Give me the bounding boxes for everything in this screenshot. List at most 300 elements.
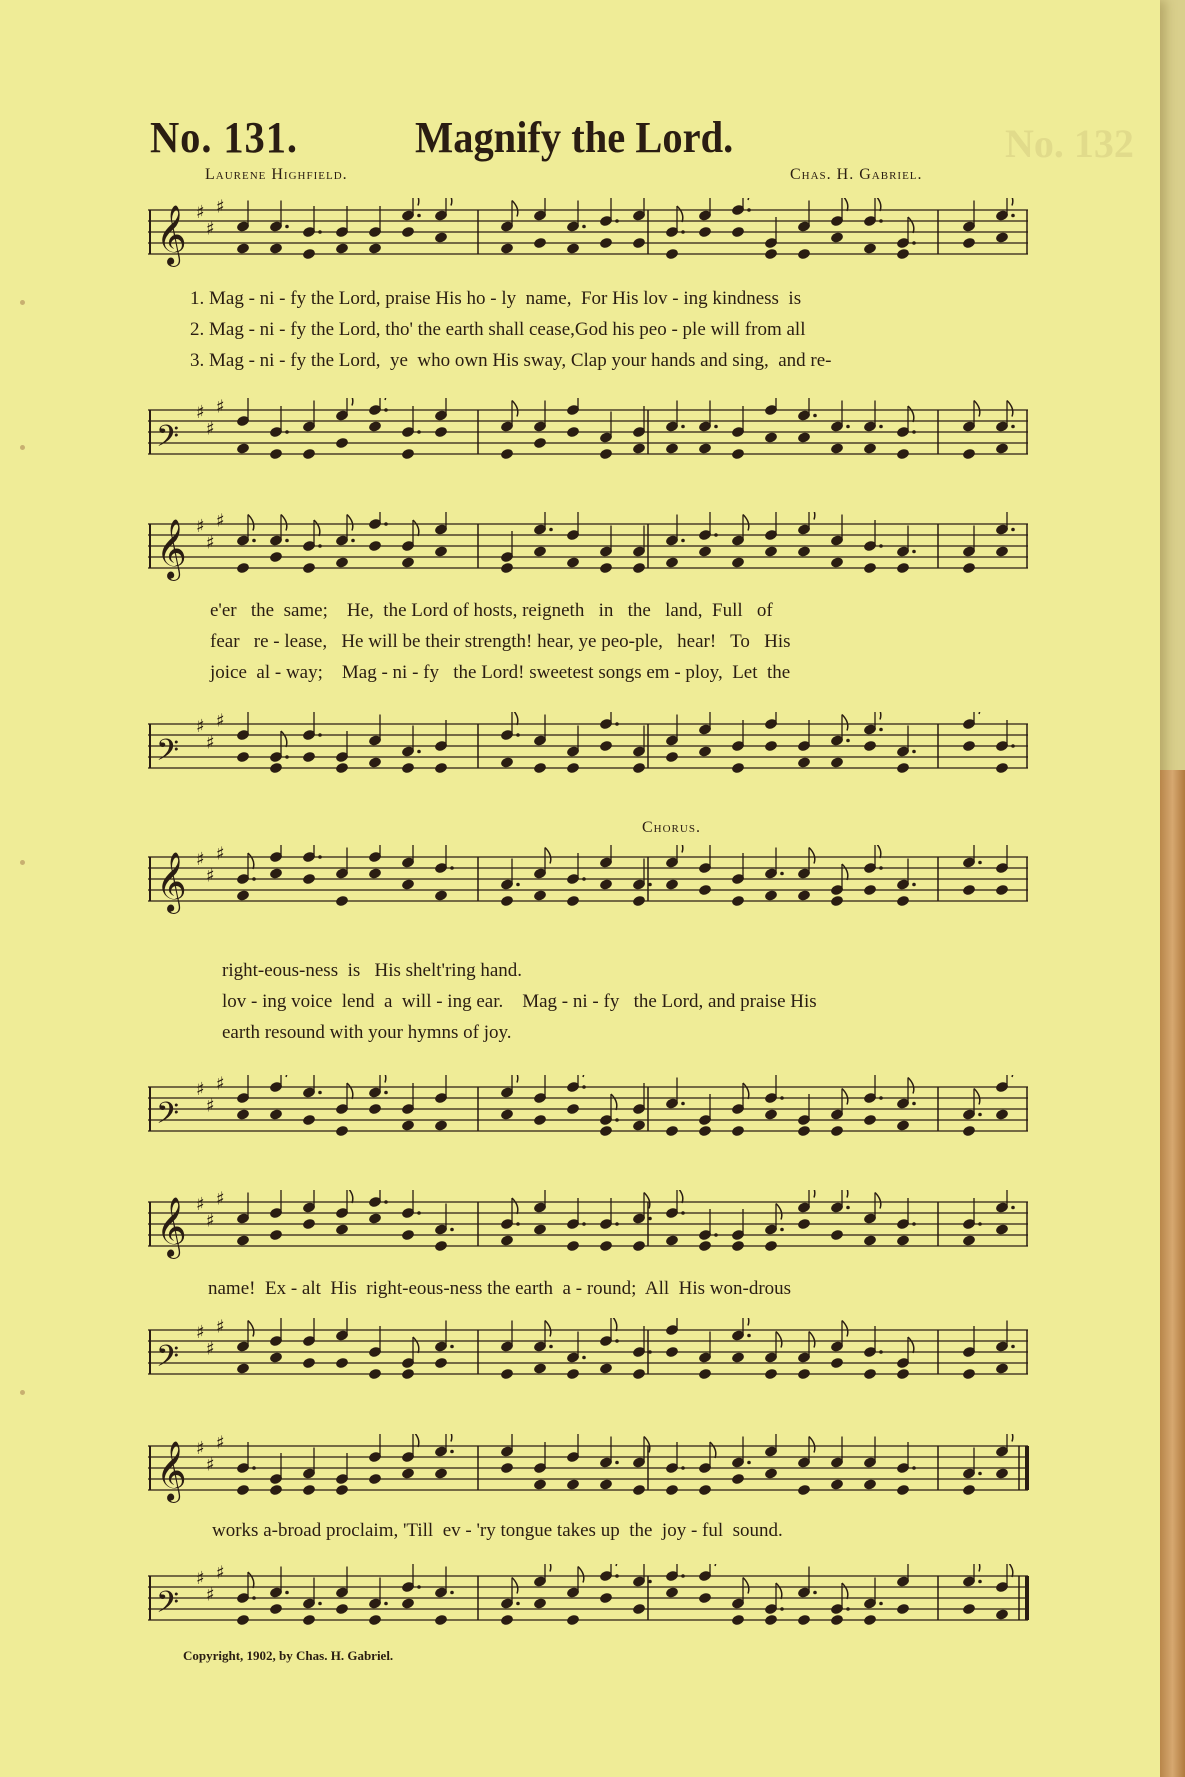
next-page-edge xyxy=(1160,770,1185,1777)
note-head xyxy=(434,545,448,558)
paper-speck xyxy=(20,1390,25,1395)
lyric-line: e'er the same; He, the Lord of hosts, reigneth in the land, Full of xyxy=(210,600,773,621)
dot-mark xyxy=(648,1217,652,1221)
note-head xyxy=(500,562,514,575)
note-head xyxy=(863,242,877,255)
dot-mark xyxy=(813,414,817,418)
dot-mark xyxy=(912,430,916,434)
note-head xyxy=(896,1368,910,1381)
dot-mark xyxy=(318,230,322,234)
sharp-icon: ♯ xyxy=(216,1318,225,1338)
note-head xyxy=(764,1614,778,1627)
note-head xyxy=(401,878,415,891)
note-flag xyxy=(248,853,254,869)
note-head xyxy=(500,1234,514,1247)
dot-mark xyxy=(681,1102,685,1106)
note-flag xyxy=(347,515,353,531)
note-head xyxy=(731,1614,745,1627)
note-head xyxy=(665,1586,679,1599)
note-head xyxy=(302,1357,316,1370)
note-head xyxy=(599,1592,613,1605)
note-head xyxy=(434,889,448,902)
note-flag xyxy=(809,1332,815,1348)
note-head xyxy=(995,231,1009,244)
note-head xyxy=(566,895,580,908)
note-head xyxy=(896,1484,910,1497)
note-flag xyxy=(842,1583,848,1599)
dot-mark xyxy=(252,1596,256,1600)
note-head xyxy=(335,762,349,775)
note-flag xyxy=(1007,1564,1013,1577)
note-head xyxy=(533,1478,547,1491)
note-head xyxy=(830,1125,844,1138)
note-flag xyxy=(314,520,320,536)
note-head xyxy=(434,1614,448,1627)
note-flag xyxy=(743,1578,749,1594)
sharp-icon: ♯ xyxy=(216,398,225,418)
note-head xyxy=(698,545,712,558)
sharp-icon: ♯ xyxy=(206,1095,215,1117)
note-head xyxy=(764,248,778,261)
note-head xyxy=(830,556,844,569)
note-head xyxy=(632,895,646,908)
treble-clef-icon: 𝄞 xyxy=(156,1197,187,1257)
note-head xyxy=(269,867,283,880)
bass-clef-icon: 𝄢 xyxy=(156,1340,180,1381)
sharp-icon: ♯ xyxy=(196,1568,205,1589)
note-head xyxy=(335,895,349,908)
note-head xyxy=(599,1362,613,1375)
note-head xyxy=(896,895,910,908)
sharp-icon: ♯ xyxy=(206,1584,215,1606)
note-flag xyxy=(512,1198,518,1214)
dot-mark xyxy=(549,1345,553,1349)
lyric-line: fear re - lease, He will be their strength! hear, ye peo-ple, hear! To His xyxy=(210,631,791,652)
note-flag xyxy=(842,864,848,880)
sharp-icon: ♯ xyxy=(196,402,205,423)
note-head xyxy=(236,1614,250,1627)
note-head xyxy=(665,1346,679,1359)
note-flag xyxy=(677,845,683,853)
note-head xyxy=(896,762,910,775)
note-head xyxy=(863,1478,877,1491)
note-head xyxy=(302,1114,316,1127)
note-flag xyxy=(1007,198,1013,206)
bleed-through-text: No. 132 xyxy=(1005,121,1134,166)
dot-mark xyxy=(879,866,883,870)
paper-speck xyxy=(20,860,25,865)
note-flag xyxy=(677,1190,683,1203)
note-head xyxy=(566,762,580,775)
note-head xyxy=(236,1108,250,1121)
note-flag xyxy=(1007,1434,1013,1442)
note-head xyxy=(401,448,415,461)
note-head xyxy=(995,1223,1009,1236)
note-flag xyxy=(875,845,881,858)
note-head xyxy=(302,873,316,886)
dot-mark xyxy=(615,722,619,726)
note-flag xyxy=(248,1321,254,1337)
dot-mark xyxy=(615,1339,619,1343)
dot-mark xyxy=(549,528,553,532)
note-head xyxy=(566,1614,580,1627)
lyric-line: earth resound with your hymns of joy. xyxy=(222,1022,512,1043)
note-flag xyxy=(974,1564,980,1572)
sharp-icon: ♯ xyxy=(196,202,205,223)
note-flag xyxy=(380,1075,386,1083)
dot-mark xyxy=(978,861,982,865)
note-head xyxy=(962,1234,976,1247)
note-flag xyxy=(743,515,749,531)
sharp-icon: ♯ xyxy=(196,1438,205,1459)
note-head xyxy=(269,1484,283,1497)
dot-mark xyxy=(879,1096,883,1100)
note-head xyxy=(302,751,316,764)
note-head xyxy=(368,756,382,769)
note-flag xyxy=(545,1564,551,1572)
dot-mark xyxy=(384,1200,388,1204)
note-flag xyxy=(842,1089,848,1105)
dot-mark xyxy=(615,1118,619,1122)
hymn-number: No. 131. xyxy=(150,113,298,162)
note-head xyxy=(368,420,382,433)
note-head xyxy=(731,762,745,775)
note-head xyxy=(830,1357,844,1370)
note-head xyxy=(698,745,712,758)
note-head xyxy=(863,1368,877,1381)
note-head xyxy=(665,442,679,455)
note-head xyxy=(962,1125,976,1138)
note-head xyxy=(500,448,514,461)
note-head xyxy=(764,545,778,558)
note-head xyxy=(269,1229,283,1242)
note-head xyxy=(434,1357,448,1370)
note-head xyxy=(698,1592,712,1605)
note-head xyxy=(764,889,778,902)
note-head xyxy=(995,1362,1009,1375)
note-head xyxy=(797,431,811,444)
note-flag xyxy=(611,1318,617,1331)
dot-mark xyxy=(912,1466,916,1470)
dot-mark xyxy=(417,1585,421,1589)
note-head xyxy=(995,762,1009,775)
dot-mark xyxy=(384,522,388,526)
dot-mark xyxy=(417,1211,421,1215)
dot-mark xyxy=(879,219,883,223)
dot-mark xyxy=(780,1228,784,1232)
note-head xyxy=(764,740,778,753)
dot-mark xyxy=(912,750,916,754)
dot-mark xyxy=(384,1602,388,1606)
note-head xyxy=(434,762,448,775)
lyric-line: right-eous-ness is His shelt'ring hand. xyxy=(222,960,523,981)
dot-mark xyxy=(285,755,289,759)
note-flag xyxy=(974,712,980,714)
note-head xyxy=(731,556,745,569)
treble-clef-icon: 𝄞 xyxy=(156,1441,187,1501)
dot-mark xyxy=(780,1096,784,1100)
note-head xyxy=(962,1368,976,1381)
note-head xyxy=(533,237,547,250)
dot-mark xyxy=(879,544,883,548)
note-head xyxy=(599,448,613,461)
note-head xyxy=(764,1368,778,1381)
copyright-notice: Copyright, 1902, by Chas. H. Gabriel. xyxy=(183,1648,394,1663)
dot-mark xyxy=(450,1591,454,1595)
note-flag xyxy=(578,1567,584,1583)
note-head xyxy=(599,1125,613,1138)
dot-mark xyxy=(318,544,322,548)
note-head xyxy=(896,1234,910,1247)
bass-clef-icon: 𝄢 xyxy=(156,420,180,461)
note-head xyxy=(995,884,1009,897)
note-head xyxy=(863,442,877,455)
note-flag xyxy=(512,1578,518,1594)
dot-mark xyxy=(846,739,850,743)
note-head xyxy=(896,1119,910,1132)
note-head xyxy=(830,895,844,908)
dot-mark xyxy=(516,1602,520,1606)
note-flag xyxy=(743,1318,749,1326)
note-head xyxy=(500,242,514,255)
note-head xyxy=(896,448,910,461)
note-flag xyxy=(809,848,815,864)
note-flag xyxy=(842,198,848,211)
dot-mark xyxy=(516,883,520,887)
note-head xyxy=(863,740,877,753)
dot-mark xyxy=(681,230,685,234)
dot-mark xyxy=(1011,744,1015,748)
dot-mark xyxy=(318,855,322,859)
note-flag xyxy=(413,520,419,536)
dot-mark xyxy=(285,225,289,229)
note-head xyxy=(632,1119,646,1132)
sharp-icon: ♯ xyxy=(206,1338,215,1360)
dot-mark xyxy=(252,877,256,881)
note-head xyxy=(566,1478,580,1491)
note-head xyxy=(401,556,415,569)
note-head xyxy=(632,442,646,455)
dot-mark xyxy=(747,1461,751,1465)
sharp-icon: ♯ xyxy=(196,1079,205,1100)
dot-mark xyxy=(615,1222,619,1226)
dot-mark xyxy=(912,550,916,554)
note-head xyxy=(896,248,910,261)
note-head xyxy=(665,1125,679,1138)
dot-mark xyxy=(285,539,289,543)
dot-mark xyxy=(681,1574,685,1578)
dot-mark xyxy=(615,1461,619,1465)
note-flag xyxy=(248,515,254,531)
dot-mark xyxy=(516,1222,520,1226)
dot-mark xyxy=(384,408,388,412)
note-head xyxy=(632,1368,646,1381)
note-head xyxy=(401,1597,415,1610)
sharp-icon: ♯ xyxy=(206,418,215,440)
dot-mark xyxy=(780,872,784,876)
note-flag xyxy=(776,1332,782,1348)
sharp-icon: ♯ xyxy=(206,532,215,554)
dot-mark xyxy=(648,1350,652,1354)
paper-speck xyxy=(20,445,25,450)
note-flag xyxy=(347,398,353,406)
note-head xyxy=(830,1614,844,1627)
dot-mark xyxy=(747,1334,751,1338)
dot-mark xyxy=(681,1211,685,1215)
note-head xyxy=(632,1603,646,1616)
note-flag xyxy=(677,206,683,222)
dot-mark xyxy=(681,539,685,543)
note-head xyxy=(632,1484,646,1497)
note-head xyxy=(566,242,580,255)
dot-mark xyxy=(1011,528,1015,532)
note-head xyxy=(863,1234,877,1247)
note-head xyxy=(962,237,976,250)
note-head xyxy=(533,1114,547,1127)
dot-mark xyxy=(846,1206,850,1210)
note-flag xyxy=(446,1434,452,1442)
dot-mark xyxy=(879,425,883,429)
dot-mark xyxy=(912,241,916,245)
note-head xyxy=(665,878,679,891)
sharp-icon: ♯ xyxy=(196,716,205,737)
note-flag xyxy=(842,1321,848,1337)
note-head xyxy=(401,1229,415,1242)
note-head xyxy=(797,1218,811,1231)
dot-mark xyxy=(978,1472,982,1476)
note-head xyxy=(368,867,382,880)
note-head xyxy=(269,1603,283,1616)
sharp-icon: ♯ xyxy=(206,732,215,754)
bass-staff xyxy=(148,1075,1033,1147)
sharp-icon: ♯ xyxy=(196,516,205,537)
note-head xyxy=(500,895,514,908)
note-flag xyxy=(908,1337,914,1353)
sharp-icon: ♯ xyxy=(196,849,205,870)
bass-clef-icon: 𝄢 xyxy=(156,734,180,775)
dot-mark xyxy=(450,866,454,870)
dot-mark xyxy=(912,883,916,887)
dot-mark xyxy=(417,750,421,754)
note-head xyxy=(797,1614,811,1627)
note-head xyxy=(335,1603,349,1616)
note-head xyxy=(863,884,877,897)
note-head xyxy=(896,562,910,575)
note-flag xyxy=(875,712,881,720)
note-head xyxy=(698,1484,712,1497)
note-flag xyxy=(512,201,518,217)
note-head xyxy=(302,1218,316,1231)
note-flag xyxy=(809,512,815,520)
note-head xyxy=(434,231,448,244)
note-flag xyxy=(743,198,749,200)
note-flag xyxy=(545,1321,551,1337)
dot-mark xyxy=(615,1574,619,1578)
note-head xyxy=(863,1114,877,1127)
dot-mark xyxy=(1011,214,1015,218)
dot-mark xyxy=(978,1113,982,1117)
note-flag xyxy=(1007,401,1013,417)
treble-clef-icon: 𝄞 xyxy=(156,519,187,579)
sharp-icon: ♯ xyxy=(216,198,225,218)
note-flag xyxy=(512,401,518,417)
note-head xyxy=(599,1240,613,1253)
treble-clef-icon: 𝄞 xyxy=(156,852,187,912)
note-head xyxy=(533,1597,547,1610)
dot-mark xyxy=(648,883,652,887)
lyric-line: 2. Mag - ni - fy the Lord, tho' the earth shall cease,God his peo - ple will from all xyxy=(190,319,806,340)
sharp-icon: ♯ xyxy=(216,1564,225,1584)
note-head xyxy=(368,242,382,255)
dot-mark xyxy=(252,539,256,543)
note-flag xyxy=(347,1190,353,1203)
note-head xyxy=(698,442,712,455)
note-flag xyxy=(908,217,914,233)
note-head xyxy=(698,1240,712,1253)
note-flag xyxy=(611,1094,617,1110)
note-flag xyxy=(380,398,386,400)
note-head xyxy=(335,1484,349,1497)
note-head xyxy=(665,1484,679,1497)
sharp-icon: ♯ xyxy=(196,1322,205,1343)
note-head xyxy=(962,562,976,575)
note-head xyxy=(797,545,811,558)
sharp-icon: ♯ xyxy=(216,1075,225,1095)
dot-mark xyxy=(978,1580,982,1584)
note-flag xyxy=(248,1572,254,1588)
note-flag xyxy=(281,731,287,747)
note-head xyxy=(401,1467,415,1480)
note-flag xyxy=(512,712,518,725)
dot-mark xyxy=(582,1356,586,1360)
note-head xyxy=(698,1125,712,1138)
dot-mark xyxy=(912,1102,916,1106)
dot-mark xyxy=(252,1466,256,1470)
note-head xyxy=(665,1234,679,1247)
treble-staff xyxy=(148,1434,1033,1506)
note-head xyxy=(698,1368,712,1381)
dot-mark xyxy=(978,1222,982,1226)
hymn-title: Magnify the Lord. xyxy=(415,113,734,162)
note-head xyxy=(599,562,613,575)
note-flag xyxy=(413,198,419,206)
note-head xyxy=(500,1462,514,1475)
chorus-label: Chorus. xyxy=(642,819,701,836)
note-head xyxy=(764,1467,778,1480)
note-head xyxy=(632,237,646,250)
note-head xyxy=(599,1478,613,1491)
sharp-icon: ♯ xyxy=(206,218,215,240)
note-head xyxy=(335,1223,349,1236)
dot-mark xyxy=(516,733,520,737)
dot-mark xyxy=(582,225,586,229)
note-head xyxy=(236,889,250,902)
note-head xyxy=(797,756,811,769)
note-head xyxy=(698,226,712,239)
note-flag xyxy=(710,1442,716,1458)
note-head xyxy=(434,1119,448,1132)
note-head xyxy=(401,1119,415,1132)
treble-staff xyxy=(148,512,1033,584)
note-head xyxy=(599,878,613,891)
note-head xyxy=(797,1368,811,1381)
sharp-icon: ♯ xyxy=(196,1194,205,1215)
dot-mark xyxy=(879,1350,883,1354)
bass-staff xyxy=(148,712,1033,784)
note-head xyxy=(533,1223,547,1236)
note-head xyxy=(302,1484,316,1497)
note-head xyxy=(731,448,745,461)
